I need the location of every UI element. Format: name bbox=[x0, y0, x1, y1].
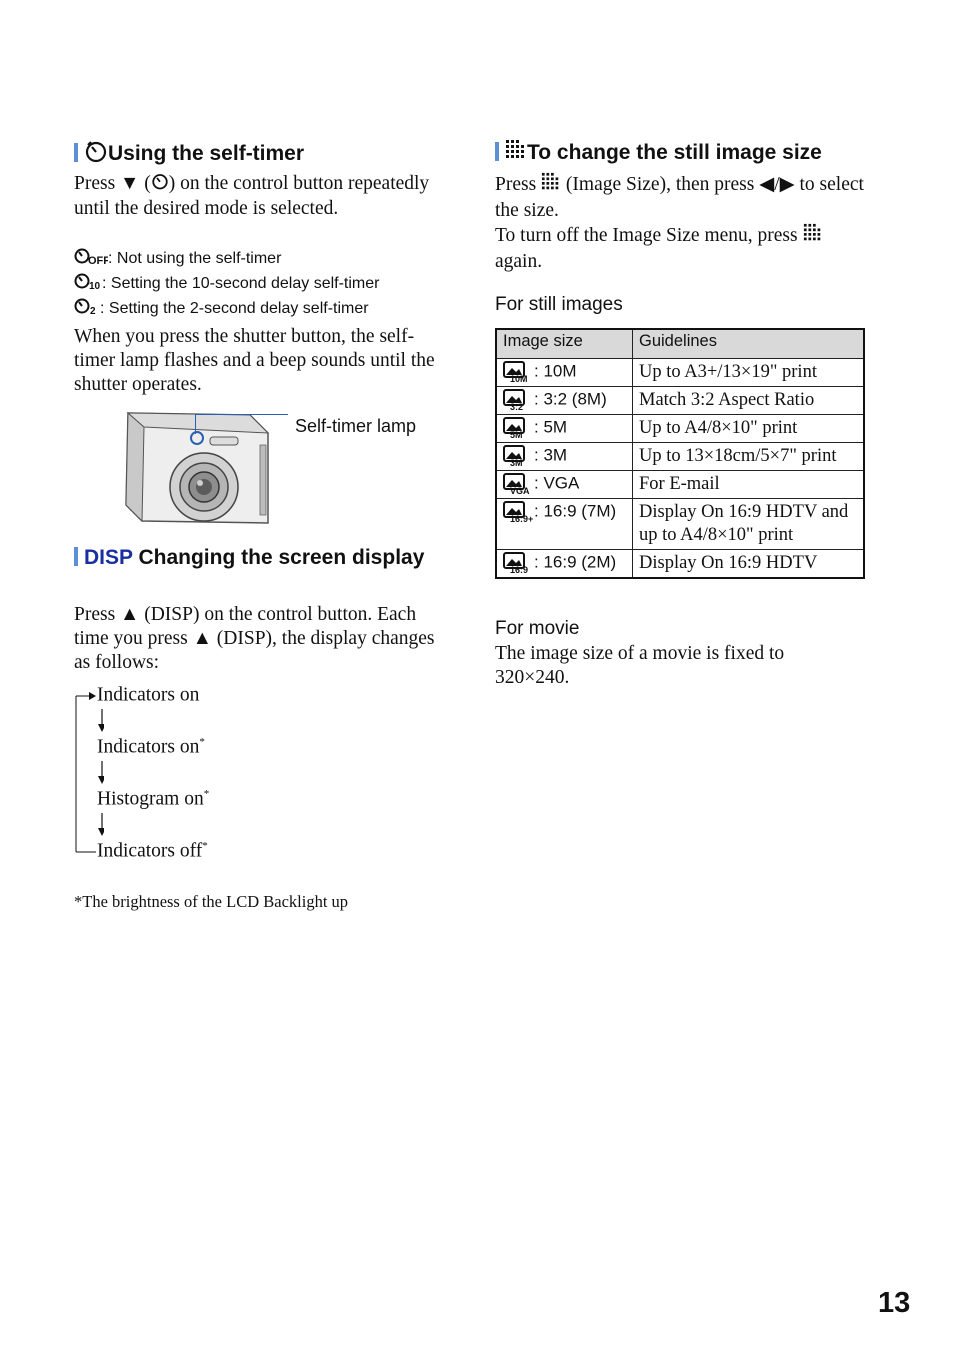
column-header: Image size bbox=[496, 329, 633, 359]
list-item: 2 : Setting the 2-second delay self-timer bbox=[74, 295, 454, 320]
svg-text:10: 10 bbox=[89, 281, 101, 290]
image-size-icon bbox=[541, 172, 561, 199]
image-size-value: : 5M bbox=[534, 417, 568, 437]
svg-text:2: 2 bbox=[90, 306, 96, 315]
section-marker bbox=[495, 142, 499, 161]
image-size-icon-tag: 3M bbox=[510, 458, 523, 467]
image-size-value: : 3M bbox=[534, 445, 568, 465]
disp-heading-text: Changing the screen display bbox=[138, 546, 425, 569]
image-size-mode-icon bbox=[503, 445, 534, 467]
self-timer-lamp-label: Self-timer lamp bbox=[295, 416, 417, 436]
guideline-cell: Up to A3+/13×19" print bbox=[633, 359, 865, 387]
camera-illustration bbox=[120, 405, 295, 535]
self-timer-icon bbox=[151, 172, 169, 197]
image-size-icon bbox=[505, 139, 527, 168]
self-timer-10-icon bbox=[74, 270, 102, 298]
page-number: 13 bbox=[878, 1287, 911, 1319]
image-size-cell bbox=[496, 499, 633, 550]
list-item: OFF : Not using the self-timer bbox=[74, 245, 454, 270]
table-row bbox=[496, 387, 864, 415]
flow-step: Indicators on* bbox=[97, 736, 205, 758]
image-size-icon-tag: 3:2 bbox=[510, 402, 524, 411]
guideline-cell: For E-mail bbox=[633, 471, 865, 499]
lamp-leader-line bbox=[195, 414, 288, 415]
image-size-cell bbox=[496, 387, 633, 415]
self-timer-2-icon bbox=[74, 295, 100, 323]
image-size-mode-icon bbox=[503, 389, 534, 411]
image-size-value: : 16:9 (7M) bbox=[534, 501, 617, 521]
image-size-icon bbox=[803, 223, 823, 250]
lamp-leader-line bbox=[195, 414, 196, 434]
image-size-mode-icon bbox=[503, 361, 534, 383]
image-size-heading bbox=[495, 139, 822, 168]
image-size-mode-icon bbox=[503, 501, 534, 523]
image-size-value: : 16:9 (2M) bbox=[534, 552, 617, 572]
image-size-value: : 3:2 (8M) bbox=[534, 389, 607, 409]
flow-step: Indicators on bbox=[97, 684, 200, 706]
column-header: Guidelines bbox=[633, 329, 865, 359]
disp-heading bbox=[74, 545, 454, 571]
image-size-value: : 10M bbox=[534, 361, 577, 381]
disp-instruction: Press ▲ (DISP) on the control button. Each time you press ▲ (DISP), the display changes as follows: bbox=[74, 604, 435, 673]
guideline-cell: Up to A4/8×10" print bbox=[633, 415, 865, 443]
display-cycle-diagram bbox=[74, 684, 274, 864]
list-item: 10 : Setting the 10-second delay self-timer bbox=[74, 270, 454, 295]
table-header-row bbox=[496, 329, 864, 359]
self-timer-description: When you press the shutter button, the self-timer lamp flashes and a beep sounds until the shutter operates. bbox=[74, 326, 435, 395]
image-size-mode-icon bbox=[503, 552, 534, 574]
image-size-table bbox=[495, 328, 865, 579]
cycle-arrows bbox=[74, 684, 104, 864]
flow-step: Indicators off* bbox=[97, 840, 208, 862]
image-size-icon-tag: VGA bbox=[510, 486, 530, 495]
image-size-cell bbox=[496, 550, 633, 579]
movie-heading: For movie bbox=[495, 618, 580, 639]
guideline-cell: Up to 13×18cm/5×7" print bbox=[633, 443, 865, 471]
image-size-cell bbox=[496, 471, 633, 499]
guideline-cell: Match 3:2 Aspect Ratio bbox=[633, 387, 865, 415]
svg-text:OFF: OFF bbox=[88, 255, 108, 265]
image-size-mode-icon bbox=[503, 473, 534, 495]
disp-keyword: DISP bbox=[84, 546, 133, 569]
still-images-heading: For still images bbox=[495, 294, 623, 315]
image-size-cell bbox=[496, 443, 633, 471]
table-row bbox=[496, 550, 864, 579]
image-size-cell bbox=[496, 359, 633, 387]
self-timer-heading-text: Using the self-timer bbox=[108, 142, 305, 166]
table-row bbox=[496, 499, 864, 550]
table-row bbox=[496, 471, 864, 499]
flow-step: Histogram on* bbox=[97, 788, 210, 810]
image-size-icon-tag: 5M bbox=[510, 430, 523, 439]
self-timer-heading bbox=[74, 139, 304, 170]
image-size-heading-text: To change the still image size bbox=[527, 141, 822, 165]
self-timer-icon bbox=[84, 139, 108, 170]
table-row bbox=[496, 359, 864, 387]
image-size-mode-icon bbox=[503, 417, 534, 439]
image-size-icon-tag: 16:9 bbox=[510, 565, 529, 574]
self-timer-mode-list bbox=[74, 245, 454, 320]
movie-text: The image size of a movie is fixed to 320×240. bbox=[495, 643, 785, 688]
image-size-instruction: Press (Image Size), then press ◀/▶ to select the size. To turn off the Image Size menu, press again. bbox=[495, 173, 864, 272]
guideline-cell: Display On 16:9 HDTV bbox=[633, 550, 865, 579]
table-row bbox=[496, 443, 864, 471]
image-size-icon-tag: 16:9+ bbox=[510, 514, 534, 523]
image-size-cell bbox=[496, 415, 633, 443]
table-row bbox=[496, 415, 864, 443]
section-marker bbox=[74, 547, 78, 566]
guideline-cell: Display On 16:9 HDTV and up to A4/8×10" print bbox=[633, 499, 865, 550]
section-marker bbox=[74, 143, 78, 162]
footnote: *The brightness of the LCD Backlight up bbox=[74, 892, 349, 911]
self-timer-off-icon bbox=[74, 245, 108, 273]
image-size-icon-tag: 10M bbox=[510, 374, 528, 383]
image-size-value: : VGA bbox=[534, 473, 580, 493]
self-timer-instruction: Press ▼ ( ) on the control button repeatedly until the desired mode is selected. bbox=[74, 173, 430, 220]
